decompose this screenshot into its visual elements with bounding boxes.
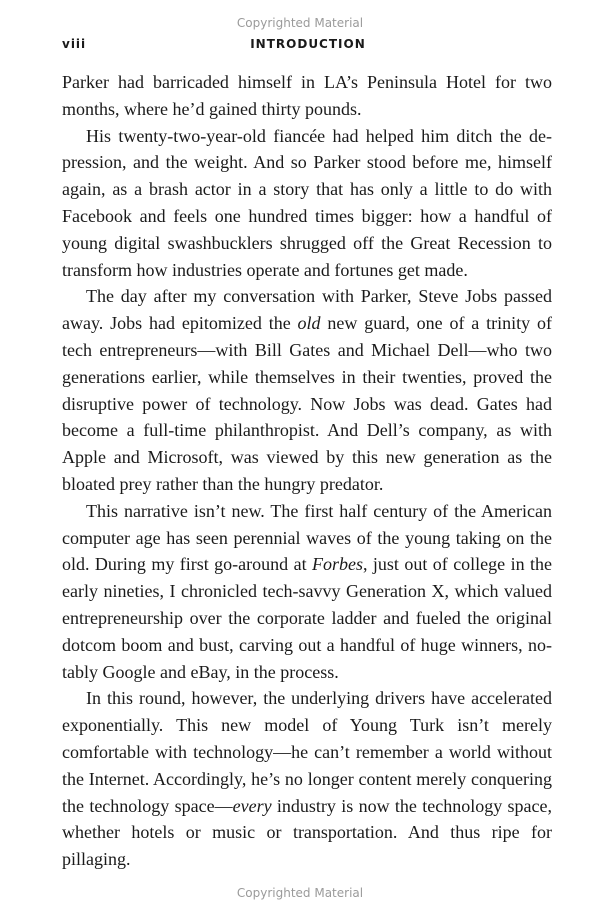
paragraph-5: In this round, however, the underlying drivers have accelerated exponentially. This new model of Young Turk isn’t merely comfortable with technology—he can’t remember a world without the Internet. Accordingly, he’s no longer content merely conquering the technology space—every industry is now the technology space, whether hotels or music or transportation. And thus ripe for pillaging. <box>62 688 552 870</box>
page-number: viii <box>62 37 87 51</box>
chapter-title: INTRODUCTION <box>250 37 366 51</box>
paragraph-2: His twenty-two-year-old fiancée had helped him ditch the depression, and the weight. And so Parker stood before me, himself again, as a brash actor in a story that has only a little to do with Facebook and feels one hundred times bigger: how a handful of young digital swashbucklers shrugged off the Great Recession to transform how industries operate and fortunes get made. <box>62 125 552 280</box>
paragraph-4: This narrative isn’t new. The first half century of the American computer age has seen perennial waves of the young taking on the old. During my first go-around at Forbes, just out of college in the early nineties, I chronicled tech-savvy Generation X, which valued entrepreneurship over the corporate ladder and fueled the original dotcom boom and bust, carving out a handful of huge winners, notably Google and eBay, in the process. <box>62 500 552 682</box>
emphasis-old: old <box>297 313 321 334</box>
body-text <box>62 69 552 873</box>
running-head <box>62 37 554 53</box>
watermark-top: Copyrighted Material <box>236 16 364 30</box>
emphasis-every: every <box>232 795 272 816</box>
emphasis-forbes: Forbes <box>312 554 363 575</box>
watermark-bottom: Copyrighted Material <box>236 886 364 900</box>
paragraph-3: The day after my conversation with Parker, Steve Jobs passed away. Jobs had epitomized the old new guard, one of a trinity of tech entrepreneurs—with Bill Gates and Michael Dell—who two generations earlier, while themselves in their twenties, proved the disruptive power of technology. Now Jobs was dead. Gates had become a full-time philanthropist. And Dell’s company, as with Apple and Microsoft, was viewed by this new generation as the bloated prey rather than the hungry predator. <box>62 286 552 494</box>
paragraph-1: Parker had barricaded himself in LA’s Peninsula Hotel for two months, where he’d gained thirty pounds. <box>62 72 552 119</box>
